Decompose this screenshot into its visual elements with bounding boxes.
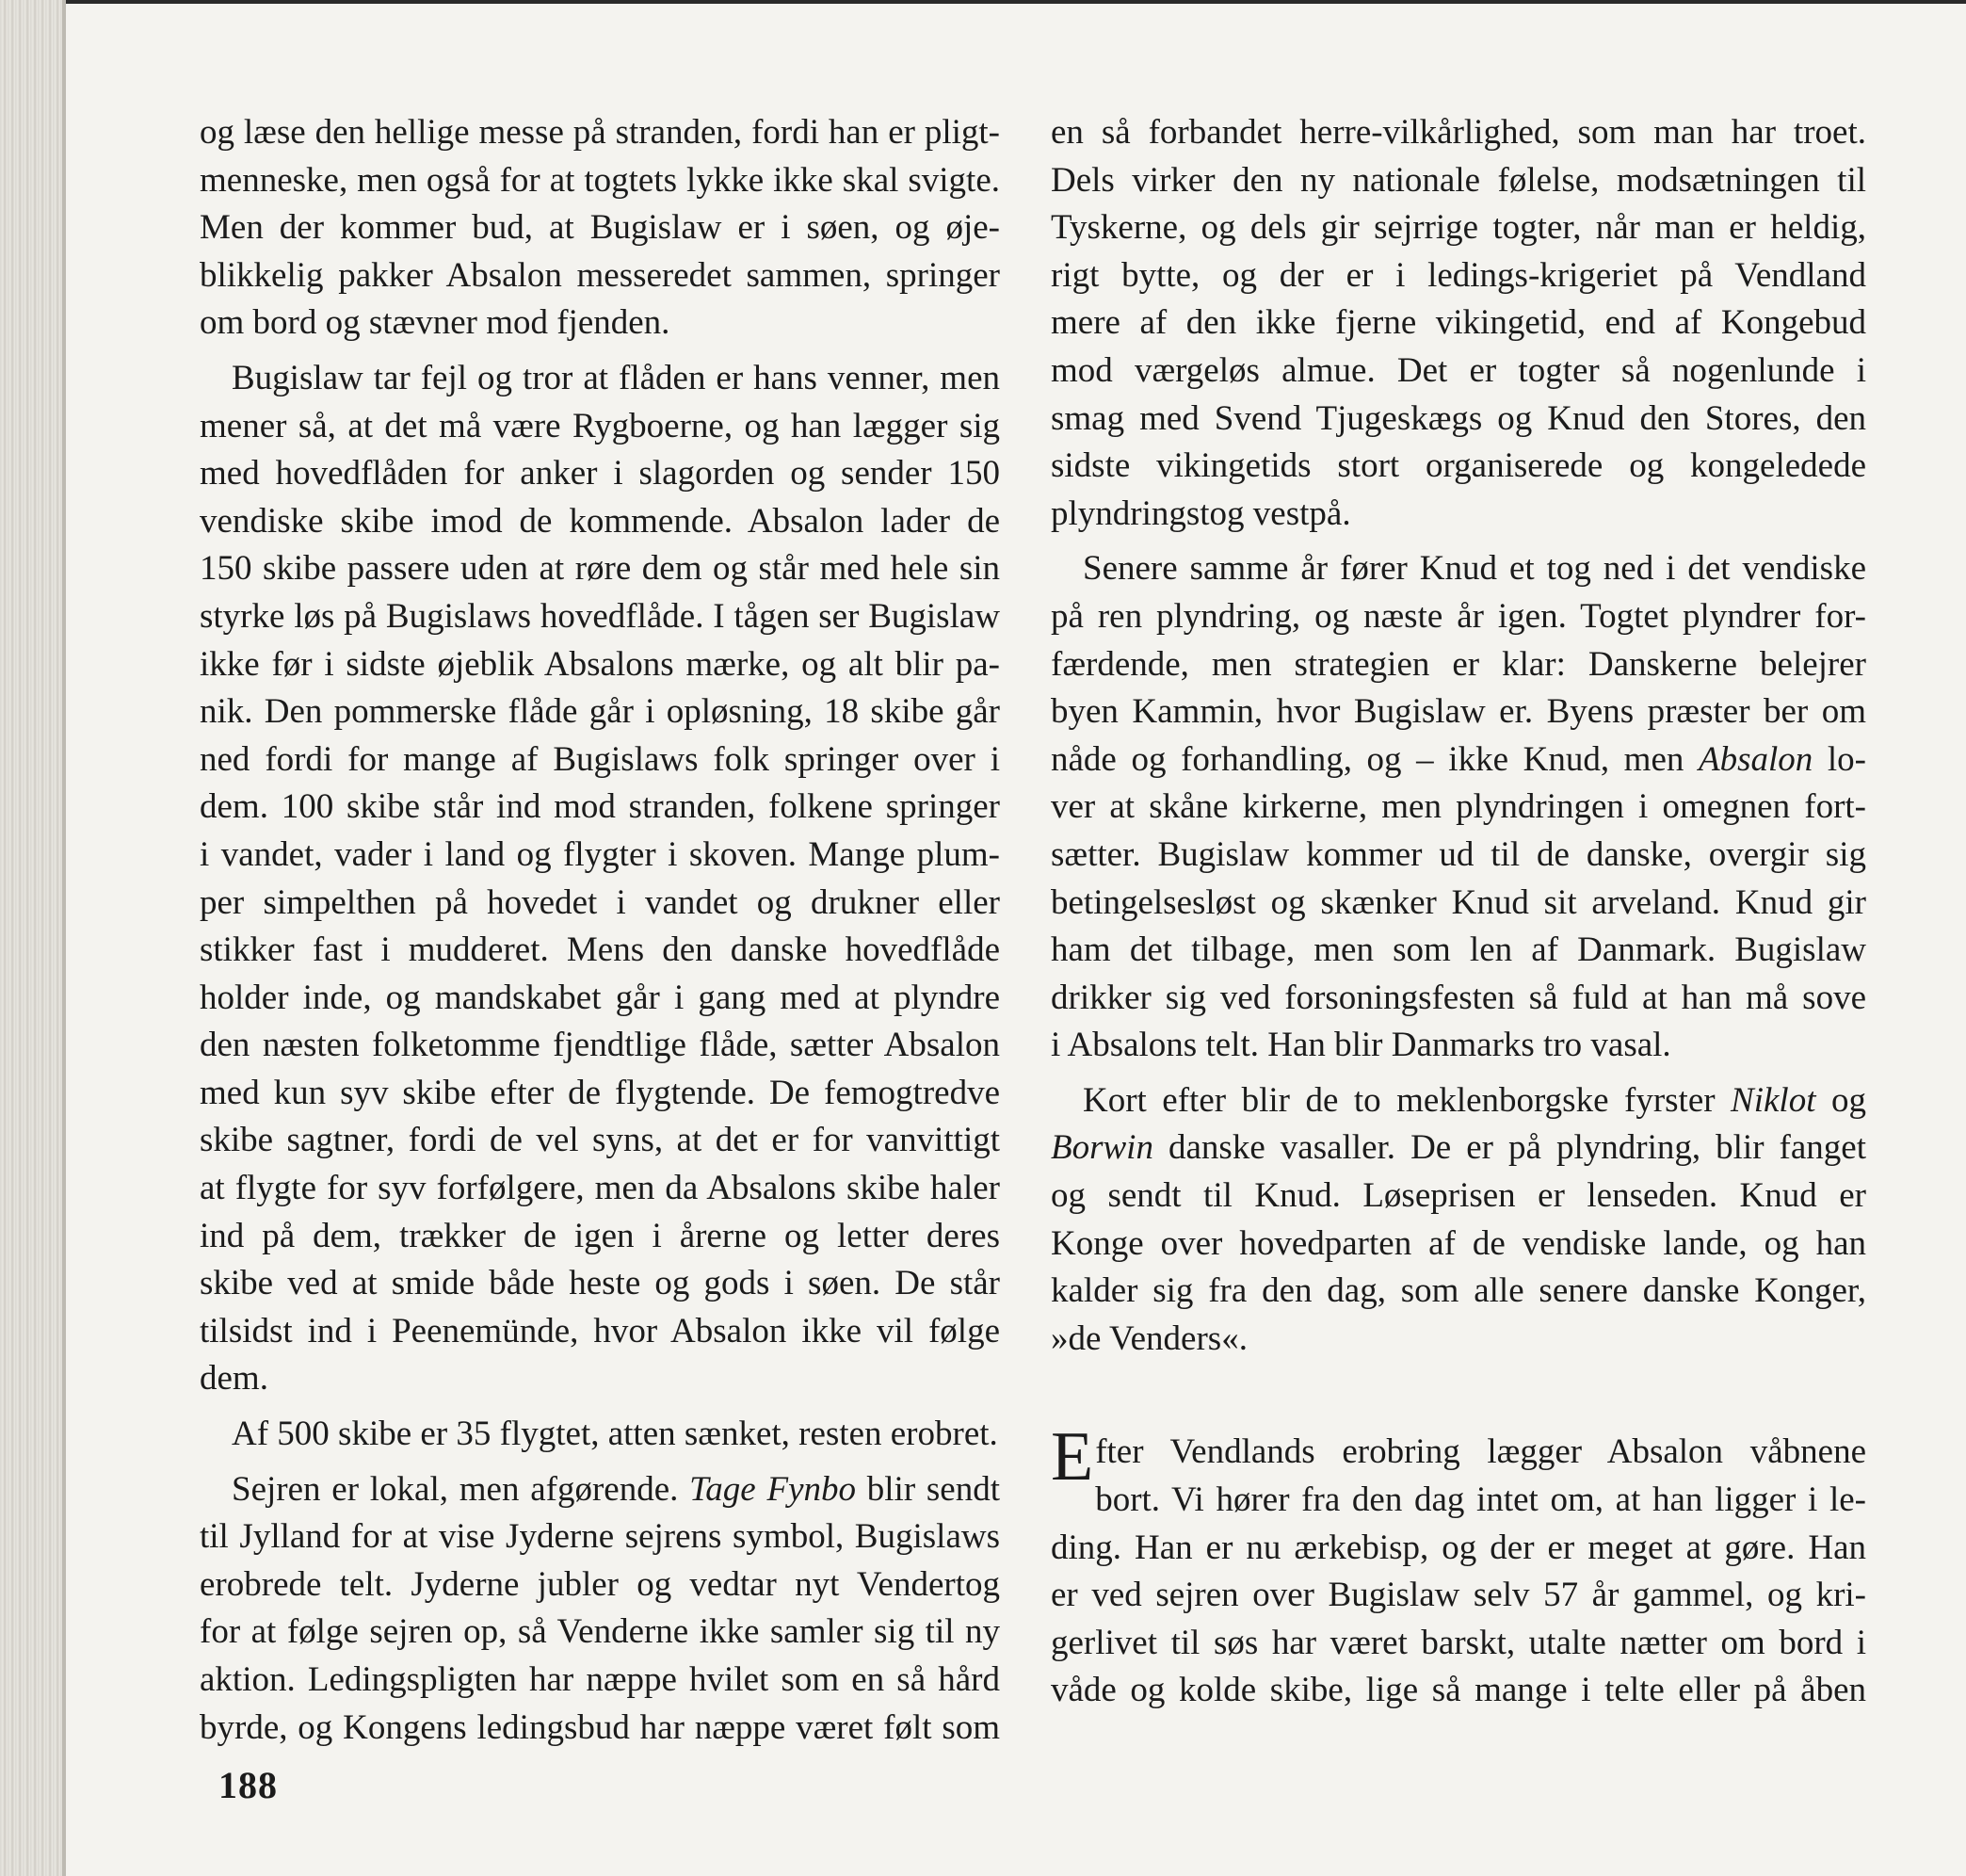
- text-line: plyndringstog vestpå.: [1051, 493, 1351, 533]
- text-line: vendiske skibe imod de kommende. Absalon lader de: [200, 501, 1000, 541]
- text-line: stikker fast i mudderet. Mens den danske hovedflåde: [200, 930, 1000, 970]
- text-line: ham det tilbage, men som len af Danmark. Bugislaw: [1051, 930, 1866, 970]
- text-line: Af 500 skibe er 35 flygtet, atten sænket, resten erobret.: [232, 1415, 998, 1454]
- text-line: er ved sejren over Bugislaw selv 57 år gammel, og kri-: [1051, 1576, 1866, 1615]
- right-paragraph-2: [1051, 545, 1866, 1070]
- text-line: menneske, men også for at togtets lykke ikke skal svigte.: [200, 160, 1000, 200]
- text-line: med kun syv skibe efter de flygtende. De femogtredve: [200, 1073, 1000, 1112]
- text-line: byen Kammin, hvor Bugislaw er. Byens præster ber om: [1051, 692, 1866, 732]
- text-line: om bord og stævner mod fjenden.: [200, 303, 670, 343]
- text-line: Bugislaw tar fejl og tror at flåden er hans venner, men: [232, 358, 1000, 397]
- right-paragraph-3: [1051, 1077, 1866, 1364]
- text-line: og læse den hellige messe på stranden, fordi han er pligt-: [200, 113, 1000, 152]
- text-line: betingelsesløst og skænker Knud sit arveland. Knud gir: [1051, 882, 1866, 922]
- italic-name: Borwin: [1051, 1128, 1153, 1168]
- text-line: mere af den ikke fjerne vikingetid, end af Kongebud: [1051, 303, 1866, 343]
- text-line: dem. 100 skibe står ind mod stranden, folkene springer: [200, 787, 1000, 827]
- text-line: Kort efter blir de to meklenborgske fyrster Niklot og: [1083, 1080, 1866, 1120]
- top-edge-line: [66, 0, 1966, 4]
- italic-name: Niklot: [1731, 1080, 1816, 1120]
- text-line: til Jylland for at vise Jyderne sejrens symbol, Bugislaws: [200, 1517, 1000, 1557]
- text-line: Efter Vendlands erobring lægger Absalon våbnene: [1051, 1418, 1866, 1496]
- text-line: Dels virker den ny nationale følelse, modsætningen til: [1051, 160, 1866, 200]
- text-line: Sejren er lokal, men afgørende. Tage Fynbo blir sendt: [232, 1469, 1000, 1509]
- text-line: at flygte for syv forfølgere, men da Absalons skibe haler: [200, 1169, 1000, 1208]
- text-line: »de Venders«.: [1051, 1318, 1248, 1358]
- text-line: ver at skåne kirkerne, men plyndringen i omegnen fort-: [1051, 787, 1866, 827]
- text-line: ikke før i sidste øjeblik Absalons mærke, og alt blir pa-: [200, 644, 1000, 684]
- text-line: på ren plyndring, og næste år igen. Togtet plyndrer for-: [1051, 596, 1866, 636]
- text-line: per simpelthen på hovedet i vandet og drukner eller: [200, 882, 1000, 922]
- left-paragraph-1: [200, 109, 1000, 348]
- left-paragraph-2: [200, 355, 1000, 1403]
- italic-name: Tage Fynbo: [689, 1469, 857, 1509]
- left-paragraph-4: [200, 1466, 1000, 1753]
- text-line: en så forbandet herre-vilkårlighed, som man har troet.: [1051, 113, 1866, 152]
- text-line: gerlivet til søs har været barskt, utalte nætter om bord i: [1051, 1623, 1866, 1662]
- text-line: bort. Vi hører fra den dag intet om, at han ligger i le-: [1095, 1480, 1866, 1520]
- section-break: [1051, 1370, 1866, 1429]
- text-line: færdende, men strategien er klar: Danskerne belejrer: [1051, 644, 1866, 684]
- text-line: den næsten folketomme fjendtlige flåde, sætter Absalon: [200, 1026, 1000, 1065]
- right-column: [1051, 109, 1866, 1722]
- page-number: 188: [218, 1764, 278, 1806]
- drop-cap: E: [1051, 1418, 1094, 1496]
- left-column: [200, 109, 1000, 1759]
- text-line: nåde og forhandling, og – ikke Knud, men Absalon lo-: [1051, 739, 1866, 779]
- text-line: i Absalons telt. Han blir Danmarks tro vasal.: [1051, 1026, 1671, 1065]
- text-line: aktion. Ledingspligten har næppe hvilet som en så hård: [200, 1660, 1000, 1699]
- text-line: 150 skibe passere uden at røre dem og står med hele sin: [200, 549, 1000, 589]
- text-line: sætter. Bugislaw kommer ud til de danske, overgir sig: [1051, 834, 1866, 874]
- text-line: drikker sig ved forsoningsfesten så fuld at han må sove: [1051, 978, 1866, 1017]
- text-line: sidste vikingetids stort organiserede og kongeledede: [1051, 446, 1866, 486]
- text-line: Borwin danske vasaller. De er på plyndring, blir fanget: [1051, 1128, 1866, 1168]
- right-paragraph-1: [1051, 109, 1866, 538]
- text-line: Senere samme år fører Knud et tog ned i det vendiske: [1083, 549, 1866, 589]
- italic-name: Absalon: [1699, 739, 1813, 779]
- right-paragraph-4: [1051, 1418, 1866, 1715]
- text-line: med hovedflåden for anker i slagorden og sender 150: [200, 454, 1000, 493]
- text-line: i vandet, vader i land og flygter i skoven. Mange plum-: [200, 834, 1000, 874]
- text-line: Konge over hovedparten af de vendiske lande, og han: [1051, 1223, 1866, 1263]
- text-line: ind på dem, trækker de igen i årerne og letter deres: [200, 1216, 1000, 1255]
- left-paragraph-3: [200, 1411, 1000, 1459]
- text-line: smag med Svend Tjugeskægs og Knud den Stores, den: [1051, 398, 1866, 438]
- book-page-edges: [0, 0, 66, 1876]
- text-line: skibe ved at smide både heste og gods i søen. De står: [200, 1264, 1000, 1303]
- text-line: kalder sig fra den dag, som alle senere danske Konger,: [1051, 1271, 1866, 1311]
- text-line: og sendt til Knud. Løseprisen er lenseden. Knud er: [1051, 1176, 1866, 1216]
- text-line: tilsidst ind i Peenemünde, hvor Absalon ikke vil følge: [200, 1311, 1000, 1350]
- text-line: mod værgeløs almue. Det er togter så nogenlunde i: [1051, 350, 1866, 390]
- text-line: mener så, at det må være Rygboerne, og han lægger sig: [200, 406, 1000, 445]
- text-line: for at følge sejren op, så Venderne ikke samler sig til ny: [200, 1612, 1000, 1652]
- text-line: holder inde, og mandskabet går i gang med at plyndre: [200, 978, 1000, 1017]
- text-line: skibe sagtner, fordi de vel syns, at det er for vanvittigt: [200, 1121, 1000, 1160]
- text-line: byrde, og Kongens ledingsbud har næppe været følt som: [200, 1707, 1000, 1747]
- text-line: Tyskerne, og dels gir sejrrige togter, når man er heldig,: [1051, 208, 1866, 248]
- text-line: dem.: [200, 1359, 268, 1399]
- text-line: erobrede telt. Jyderne jubler og vedtar nyt Vendertog: [200, 1564, 1000, 1604]
- text-line: ned fordi for mange af Bugislaws folk springer over i: [200, 739, 1000, 779]
- text-line: nik. Den pommerske flåde går i opløsning, 18 skibe går: [200, 692, 1000, 732]
- text-line: blikkelig pakker Absalon messeredet sammen, springer: [200, 255, 1000, 295]
- text-line: styrke løs på Bugislaws hovedflåde. I tågen ser Bugislaw: [200, 596, 1000, 636]
- text-line: Men der kommer bud, at Bugislaw er i søen, og øje-: [200, 208, 1000, 248]
- text-line: våde og kolde skibe, lige så mange i telte eller på åben: [1051, 1671, 1866, 1710]
- text-line: ding. Han er nu ærkebisp, og der er meget at gøre. Han: [1051, 1528, 1866, 1567]
- text-line: rigt bytte, og der er i ledings-krigeriet på Vendland: [1051, 255, 1866, 295]
